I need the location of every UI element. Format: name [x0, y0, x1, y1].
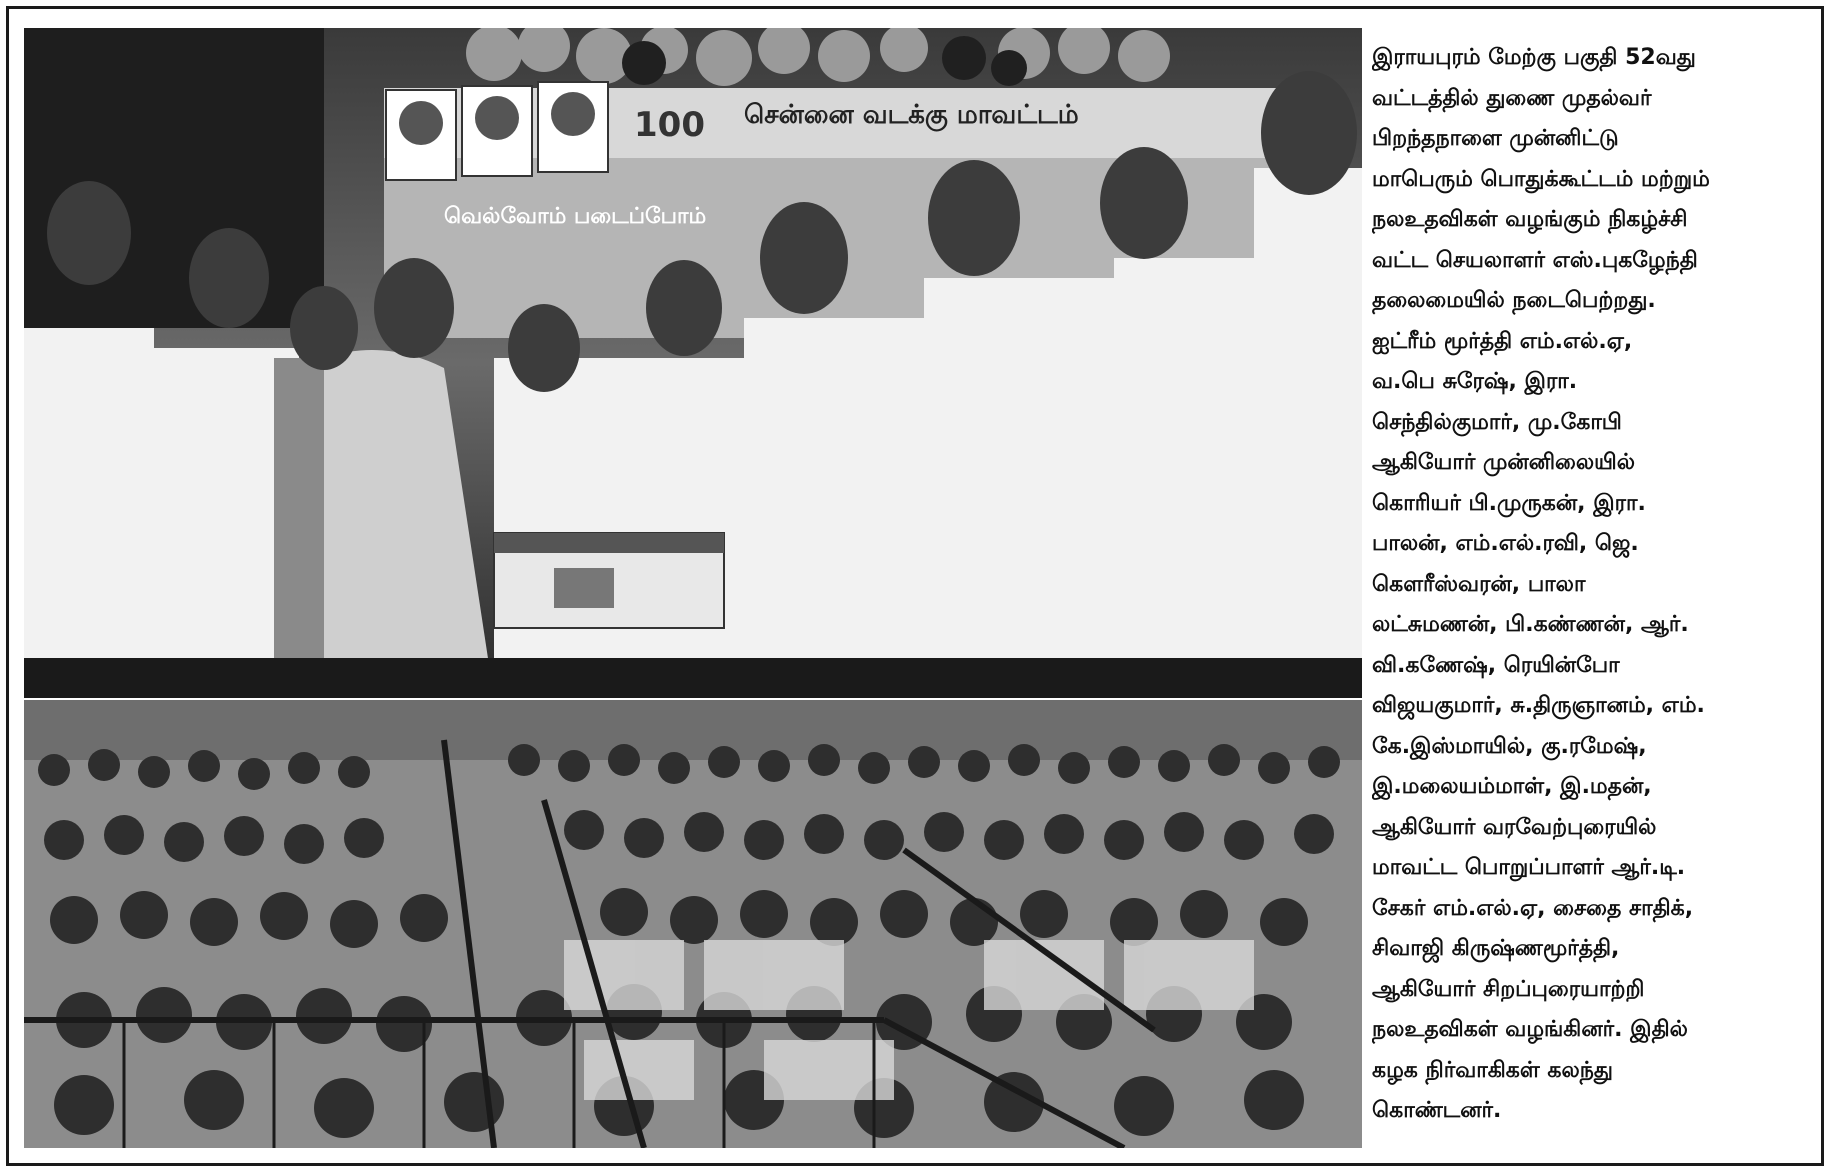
banner-logo: 100 [634, 105, 705, 145]
article-line: கழக நிர்வாகிகள் கலந்து [1372, 1057, 1613, 1083]
article-line: விஜயகுமார், சு.திருஞானம், எம். [1372, 693, 1705, 718]
article-line: இராயபுரம் மேற்கு பகுதி 52வது [1372, 45, 1696, 70]
article-line: பாலன், எம்.எல்.ரவி, ஜெ. [1372, 531, 1639, 556]
article-line: வட்ட செயலாளர் எஸ்.புகழேந்தி [1372, 247, 1698, 273]
article-line: ஆகியோர் வரவேற்புரையில் [1372, 814, 1657, 840]
article-line: ஆகியோர் முன்னிலையில் [1372, 450, 1635, 475]
article-line: இ.மலையம்மாள், இ.மதன், [1372, 774, 1652, 799]
article-line: பிறந்தநாளை முன்னிட்டு [1372, 126, 1619, 151]
article-line: கௌரீஸ்வரன், பாலா [1372, 571, 1586, 597]
article-line: சேகர் எம்.எல்.ஏ, சைதை சாதிக், [1372, 895, 1694, 921]
article-line: மாவட்ட பொறுப்பாளர் ஆர்.டி. [1372, 855, 1686, 880]
article-line: நலஉதவிகள் வழங்கினர். இதில் [1372, 1017, 1688, 1042]
article-line: வ.பெ சுரேஷ், இரா. [1372, 369, 1578, 394]
audience-photo [24, 700, 1362, 1148]
article-line: லட்சுமணன், பி.கண்ணன், ஆர். [1372, 612, 1689, 637]
article-line: மாபெரும் பொதுக்கூட்டம் மற்றும் [1372, 166, 1710, 192]
article-line: ஆகியோர் சிறப்புரையாற்றி [1372, 976, 1645, 1002]
article-line: கே.இஸ்மாயில், கு.ரமேஷ், [1372, 733, 1647, 759]
banner-slogan: வெல்வோம் படைப்போம் [444, 204, 707, 229]
article-line: தலைமையில் நடைபெற்றது. [1372, 288, 1656, 313]
article-line: செந்தில்குமார், மு.கோபி [1372, 409, 1622, 435]
article-line: கொரியர் பி.முருகன், இரா. [1372, 490, 1646, 516]
article-line: சிவாஜி கிருஷ்ணமூர்த்தி, [1372, 936, 1620, 961]
stage-photo [24, 28, 1362, 698]
audience-photo-illustration [24, 700, 1362, 1148]
article-line: வி.கணேஷ், ரெயின்போ [1372, 652, 1620, 678]
article-line: வட்டத்தில் துணை முதல்வர் [1372, 85, 1652, 111]
banner-title: சென்னை வடக்கு மாவட்டம் [744, 100, 1079, 130]
article-line: ஐட்ரீம் மூர்த்தி எம்.எல்.ஏ, [1372, 328, 1633, 354]
stage-photo-illustration [24, 28, 1362, 698]
article-line: கொண்டனர். [1372, 1098, 1502, 1123]
article-line: நலஉதவிகள் வழங்கும் நிகழ்ச்சி [1372, 207, 1688, 232]
article-text-column [1372, 38, 1818, 1148]
